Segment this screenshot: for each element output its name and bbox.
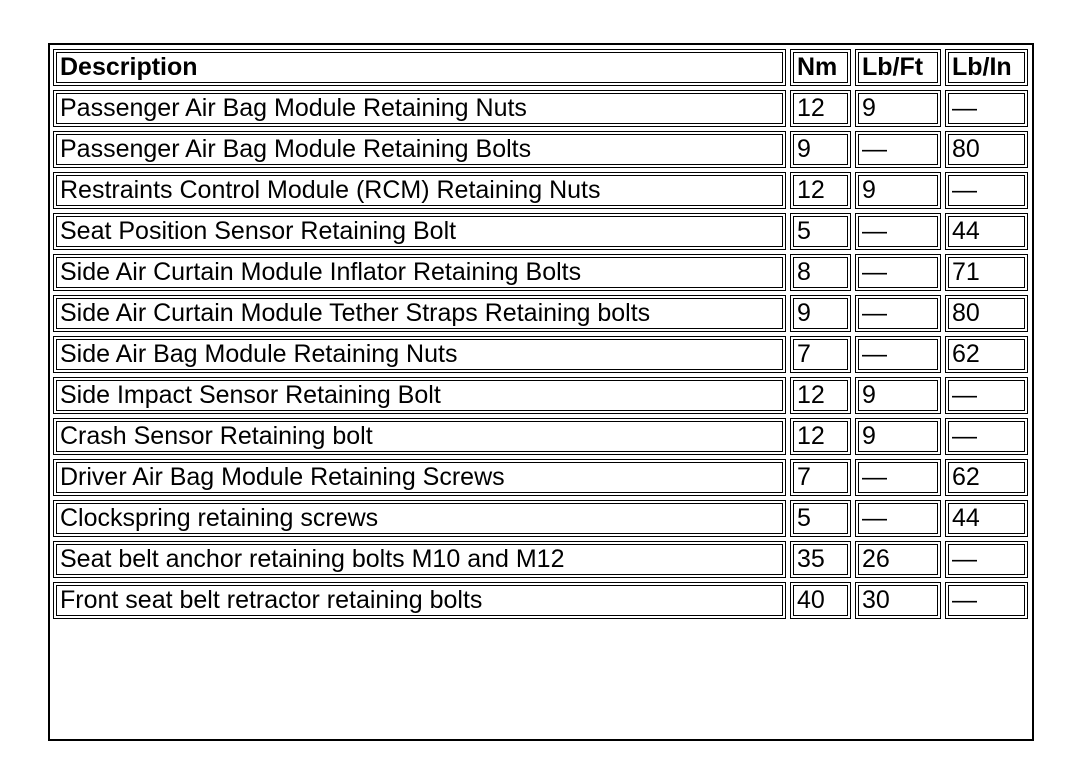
cell-description: Passenger Air Bag Module Retaining Bolts — [53, 131, 786, 168]
cell-description: Crash Sensor Retaining bolt — [53, 418, 786, 455]
cell-nm: 12 — [790, 172, 851, 209]
cell-nm: 40 — [790, 582, 851, 619]
table-row — [53, 418, 1028, 455]
table-row — [53, 172, 1028, 209]
cell-lbft: 9 — [855, 377, 941, 414]
cell-lbin: — — [945, 582, 1028, 619]
cell-lbin: — — [945, 541, 1028, 578]
cell-description: Side Impact Sensor Retaining Bolt — [53, 377, 786, 414]
cell-lbft: — — [855, 213, 941, 250]
cell-lbft: 9 — [855, 172, 941, 209]
cell-lbin: — — [945, 90, 1028, 127]
table-row — [53, 131, 1028, 168]
table-row — [53, 295, 1028, 332]
cell-description: Side Air Curtain Module Inflator Retaining Bolts — [53, 254, 786, 291]
cell-lbft: — — [855, 131, 941, 168]
table-header-row — [53, 49, 1028, 86]
cell-lbft: 26 — [855, 541, 941, 578]
cell-description: Seat belt anchor retaining bolts M10 and M12 — [53, 541, 786, 578]
cell-lbin: 62 — [945, 336, 1028, 373]
cell-lbin: 80 — [945, 295, 1028, 332]
cell-nm: 5 — [790, 500, 851, 537]
cell-lbin: — — [945, 377, 1028, 414]
header-nm: Nm — [790, 49, 851, 86]
cell-description: Front seat belt retractor retaining bolts — [53, 582, 786, 619]
header-lbft: Lb/Ft — [855, 49, 941, 86]
cell-nm: 12 — [790, 418, 851, 455]
cell-lbin: 44 — [945, 213, 1028, 250]
table-row — [53, 336, 1028, 373]
cell-lbin: — — [945, 172, 1028, 209]
cell-nm: 9 — [790, 295, 851, 332]
header-lbin: Lb/In — [945, 49, 1028, 86]
cell-description: Restraints Control Module (RCM) Retaining Nuts — [53, 172, 786, 209]
cell-nm: 7 — [790, 459, 851, 496]
table-row — [53, 459, 1028, 496]
table-row — [53, 254, 1028, 291]
cell-lbft: — — [855, 336, 941, 373]
cell-nm: 9 — [790, 131, 851, 168]
cell-description: Driver Air Bag Module Retaining Screws — [53, 459, 786, 496]
cell-lbin: — — [945, 418, 1028, 455]
cell-lbin: 62 — [945, 459, 1028, 496]
cell-lbft: 30 — [855, 582, 941, 619]
cell-lbin: 44 — [945, 500, 1028, 537]
cell-lbft: — — [855, 459, 941, 496]
header-description: Description — [53, 49, 786, 86]
torque-spec-table — [49, 45, 1032, 623]
table-row — [53, 500, 1028, 537]
cell-lbft: — — [855, 295, 941, 332]
cell-nm: 12 — [790, 90, 851, 127]
cell-lbin: 71 — [945, 254, 1028, 291]
table-row — [53, 377, 1028, 414]
table-row — [53, 90, 1028, 127]
table-row — [53, 541, 1028, 578]
cell-lbft: 9 — [855, 90, 941, 127]
cell-lbft: 9 — [855, 418, 941, 455]
cell-description: Seat Position Sensor Retaining Bolt — [53, 213, 786, 250]
cell-description: Clockspring retaining screws — [53, 500, 786, 537]
cell-nm: 12 — [790, 377, 851, 414]
cell-lbin: 80 — [945, 131, 1028, 168]
cell-nm: 35 — [790, 541, 851, 578]
table-row — [53, 582, 1028, 619]
cell-description: Side Air Bag Module Retaining Nuts — [53, 336, 786, 373]
cell-nm: 8 — [790, 254, 851, 291]
table-row — [53, 213, 1028, 250]
cell-lbft: — — [855, 254, 941, 291]
cell-nm: 7 — [790, 336, 851, 373]
cell-description: Passenger Air Bag Module Retaining Nuts — [53, 90, 786, 127]
cell-nm: 5 — [790, 213, 851, 250]
cell-lbft: — — [855, 500, 941, 537]
cell-description: Side Air Curtain Module Tether Straps Retaining bolts — [53, 295, 786, 332]
